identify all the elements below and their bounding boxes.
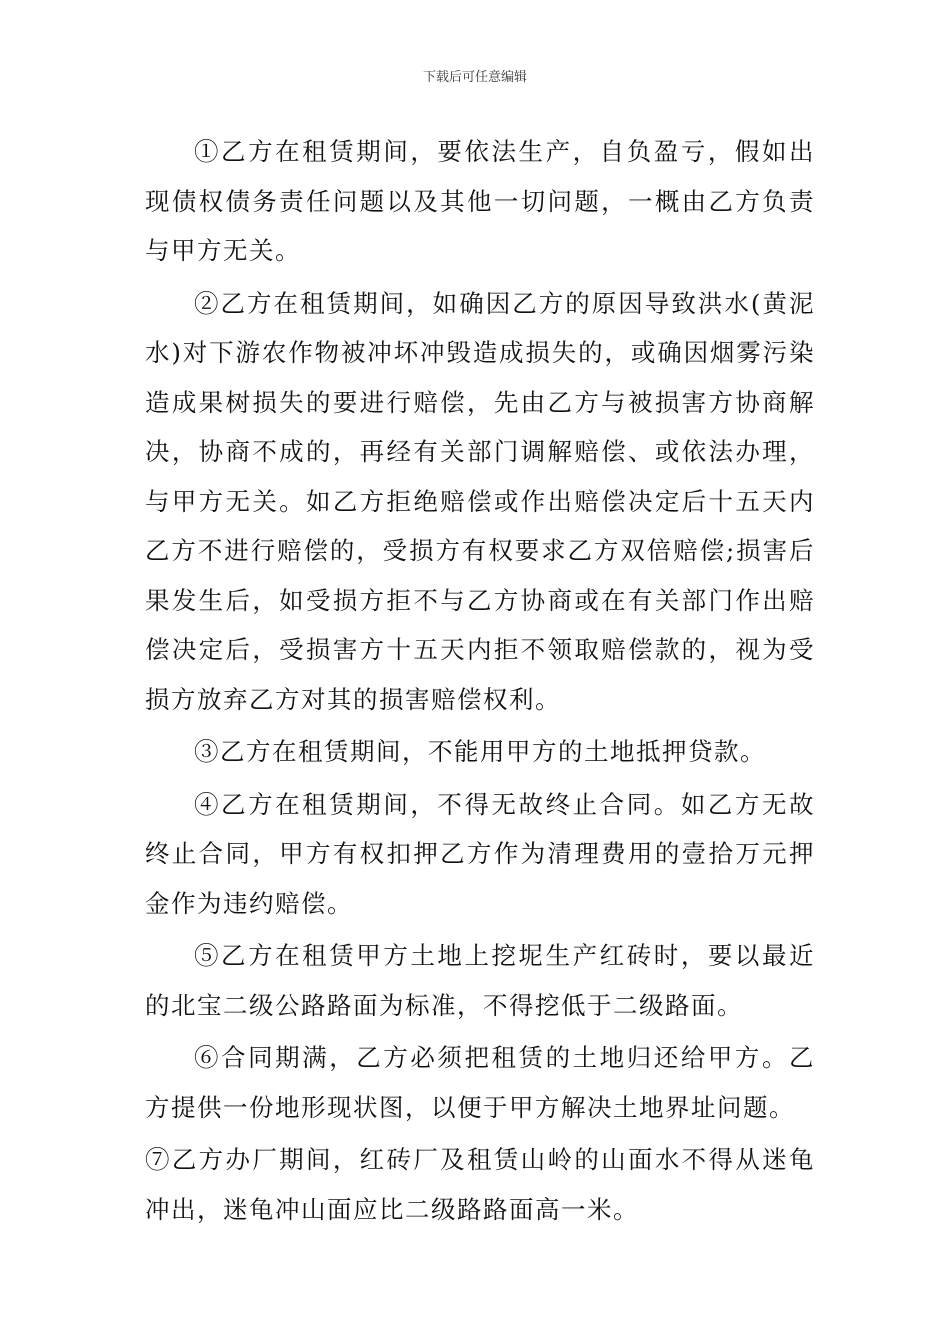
document-body xyxy=(145,127,815,1237)
clause-1: ①乙方在租赁期间，要依法生产，自负盈亏，假如出现债权债务责任问题以及其他一切问题，一概由乙方负责与甲方无关。 xyxy=(145,137,815,265)
clause-3: ③乙方在租赁期间，不能用甲方的土地抵押贷款。 xyxy=(194,737,766,766)
clause-2: ②乙方在租赁期间，如确因乙方的原因导致洪水(黄泥水)对下游农作物被冲坏冲毁造成损失的，或确因烟雾污染造成果树损失的要进行赔偿，先由乙方与被损害方协商解决，协商不成的，再经有关部门调解赔偿、或依法办理，与甲方无关。如乙方拒绝赔偿或作出赔偿决定后十五天内乙方不进行赔偿的，受损方有权要求乙方双倍赔偿;损害后果发生后，如受损方拒不与乙方协商或在有关部门作出赔偿决定后，受损害方十五天内拒不领取赔偿款的，视为受损方放弃乙方对其的损害赔偿权利。 xyxy=(145,288,815,714)
clause-7: ⑦乙方办厂期间，红砖厂及租赁山岭的山面水不得从迷龟冲出，迷龟冲山面应比二级路路面高一米。 xyxy=(145,1145,815,1224)
clause-6: ⑥合同期满，乙方必须把租赁的土地归还给甲方。乙方提供一份地形现状图，以便于甲方解决土地界址问题。 xyxy=(145,1043,815,1122)
page-header-note: 下载后可任意编辑 xyxy=(422,70,527,85)
clause-4: ④乙方在租赁期间，不得无故终止合同。如乙方无故终止合同，甲方有权扣押乙方作为清理费用的壹拾万元押金作为违约赔偿。 xyxy=(145,789,815,918)
clause-5: ⑤乙方在租赁甲方土地上挖坭生产红砖时，要以最近的北宝二级公路路面为标准，不得挖低于二级路面。 xyxy=(145,941,815,1020)
